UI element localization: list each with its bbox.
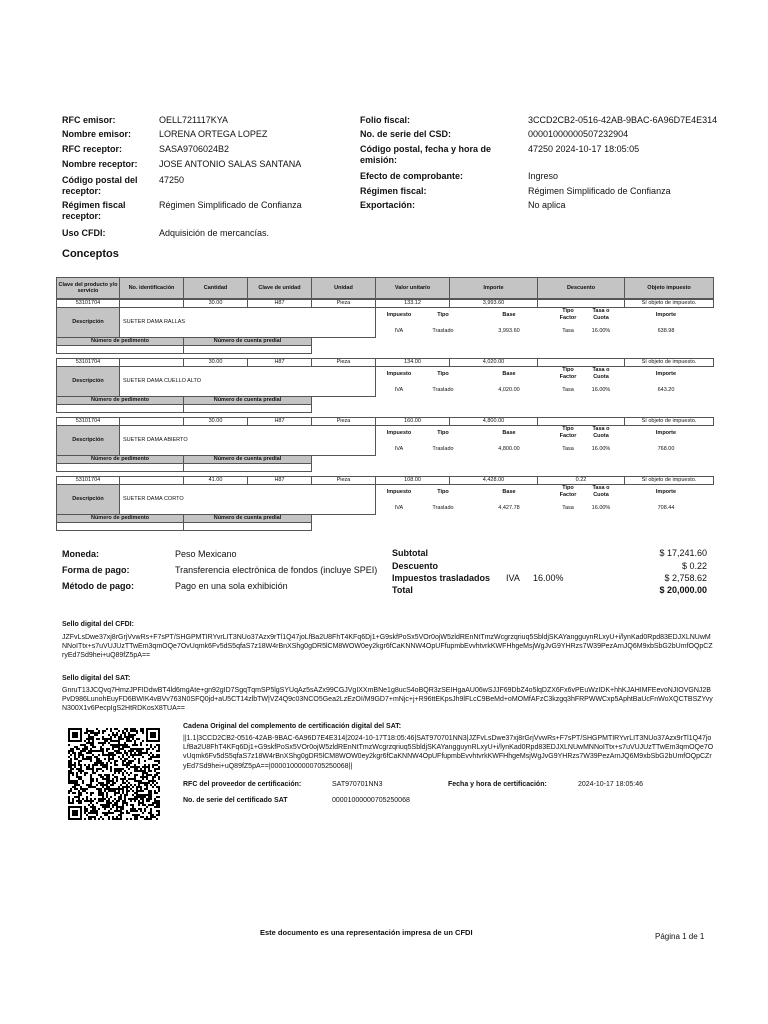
tax-tasa-header: Tasa o Cuota bbox=[592, 485, 610, 498]
forma-pago-value: Transferencia electrónica de fondos (incluye SPEI) bbox=[175, 565, 378, 575]
fecha-cert-label: Fecha y hora de certificación: bbox=[448, 781, 547, 788]
pedimento-label: Número de pedimento bbox=[56, 337, 184, 346]
tax-tipo-header: Tipo bbox=[437, 489, 449, 495]
rfc-receptor-value: SASA9706024B2 bbox=[159, 144, 230, 154]
sello-cfdi-label: Sello digital del CFDI: bbox=[62, 621, 134, 628]
item-clave: 53101704 bbox=[56, 358, 120, 367]
folio-fiscal-label: Folio fiscal: bbox=[360, 115, 411, 125]
tax-importe-header: Importe bbox=[655, 430, 677, 436]
sello-sat-value: GnruT13JCQvq7HmzJPFIDdwBT4ld6mgAte+gn92gID7SgqTqmSP5lgSYUqAz5sAZx99CGJVgIXXmBNe1g8ucS4oBQR3zSEIHgaAU06wSJJF69DbZ4o5lqDZX6Fx6vPEuWzIDK+hhKJAHIMFEevoNJIOVGNJ2BPvD986LunohEuyFD6BWIK4vBVv763N0SFQ0jd+aU5CT14zlbTW|VZ4Q9c03NCO5Gea2LzEzOI/M9GD7+mNjc+j+R96ttEKpsJh9lFLcC9BeMd+oMOMfAFzC3kzgq3hFRPWWCxp5AphtBaUcFnWoXQCTBSZYvyN300X1v6PecpIgS2HtRDKosX8TUA== bbox=[62, 687, 713, 713]
cuenta-predial-label: Número de cuenta predial bbox=[183, 337, 312, 346]
tax-base-header: Base bbox=[502, 489, 516, 495]
tax-factor-header: Tipo Factor bbox=[559, 426, 577, 439]
item-descuento bbox=[537, 299, 625, 308]
tax-tasa-header: Tasa o Cuota bbox=[592, 308, 610, 321]
tax-importe: 638.98 bbox=[657, 328, 675, 334]
col-valor-unitario-header: Valor unitario bbox=[375, 277, 450, 299]
tax-factor-header: Tipo Factor bbox=[559, 485, 577, 498]
item-descripcion: SUETER DAMA CUELLO ALTO bbox=[119, 366, 376, 397]
serie-cert-value: 00001000000705250068 bbox=[332, 797, 410, 804]
rfc-emisor-label: RFC emisor: bbox=[62, 115, 116, 125]
pedimento-value bbox=[56, 345, 184, 354]
nombre-receptor-label: Nombre receptor: bbox=[62, 159, 138, 169]
col-cantidad-header: Cantidad bbox=[183, 277, 248, 299]
col-importe-header: Importe bbox=[449, 277, 538, 299]
tax-factor-header: Tipo Factor bbox=[559, 308, 577, 321]
item-valor-unitario: 133.12 bbox=[375, 299, 450, 308]
col-clave-header: Clave del producto y/o servicio bbox=[56, 277, 120, 299]
exportacion-label: Exportación: bbox=[360, 200, 416, 210]
tax-tipo: Traslado bbox=[432, 505, 454, 511]
tax-impuesto-header: Impuesto bbox=[386, 312, 412, 318]
tax-tipo-header: Tipo bbox=[437, 312, 449, 318]
tax-importe: 708.44 bbox=[657, 505, 675, 511]
tax-tasa: 16.00% bbox=[591, 387, 611, 393]
tax-tipo: Traslado bbox=[432, 328, 454, 334]
item-importe: 4,800.00 bbox=[449, 417, 538, 426]
efecto-value: Ingreso bbox=[528, 171, 559, 181]
cuenta-predial-value bbox=[183, 463, 312, 472]
tax-base-header: Base bbox=[502, 312, 516, 318]
descuento-value: $ 0.22 bbox=[681, 561, 707, 571]
regimen-receptor-label: Régimen fiscal receptor: bbox=[62, 200, 126, 221]
total-value: $ 20,000.00 bbox=[659, 585, 707, 595]
tax-importe-header: Importe bbox=[655, 371, 677, 377]
serie-csd-value: 00001000000507232904 bbox=[528, 129, 629, 139]
tax-importe: 643.20 bbox=[657, 387, 675, 393]
item-descuento: 0.22 bbox=[537, 476, 625, 485]
footer-note: Este documento es una representación impresa de un CFDI bbox=[260, 928, 473, 937]
item-descripcion: SUETER DAMA RALLAS bbox=[119, 307, 376, 338]
nombre-emisor-value: LORENA ORTEGA LOPEZ bbox=[159, 129, 268, 139]
cp-fecha-label: Código postal, fecha y hora de emisión: bbox=[360, 144, 492, 165]
item-objeto: Sí objeto de impuesto. bbox=[624, 299, 714, 308]
col-objeto-header: Objeto impuesto bbox=[624, 277, 714, 299]
efecto-label: Efecto de comprobante: bbox=[360, 171, 464, 181]
item-cantidad: 30.00 bbox=[183, 358, 248, 367]
regimen-receptor-value: Régimen Simplificado de Confianza bbox=[159, 200, 302, 210]
iva-label: IVA bbox=[506, 573, 520, 583]
tax-base: 4,427.78 bbox=[498, 505, 520, 511]
serie-csd-label: No. de serie del CSD: bbox=[360, 129, 452, 139]
page-number: Página 1 de 1 bbox=[655, 932, 705, 941]
item-objeto: Sí objeto de impuesto. bbox=[624, 476, 714, 485]
descripcion-label: Descripción bbox=[56, 366, 120, 397]
col-identificacion-header: No. identificación bbox=[119, 277, 184, 299]
item-descuento bbox=[537, 417, 625, 426]
metodo-pago-value: Pago en una sola exhibición bbox=[175, 581, 288, 591]
impuestos-label: Impuestos trasladados bbox=[392, 573, 491, 583]
cp-receptor-label: Código postal del receptor: bbox=[62, 175, 138, 196]
cadena-label: Cadena Original del complemento de certificación digital del SAT: bbox=[183, 723, 402, 730]
item-unidad: Pieza bbox=[311, 417, 376, 426]
tax-base: 4,800.00 bbox=[498, 446, 520, 452]
item-cantidad: 30.00 bbox=[183, 299, 248, 308]
item-importe: 4,020.00 bbox=[449, 358, 538, 367]
metodo-pago-label: Método de pago: bbox=[62, 581, 134, 591]
descripcion-label: Descripción bbox=[56, 484, 120, 515]
tax-factor: Tasa bbox=[562, 328, 574, 334]
subtotal-label: Subtotal bbox=[392, 548, 428, 558]
tax-factor: Tasa bbox=[562, 387, 574, 393]
tax-tasa-header: Tasa o Cuota bbox=[592, 367, 610, 380]
descripcion-label: Descripción bbox=[56, 425, 120, 456]
tax-base-header: Base bbox=[502, 430, 516, 436]
item-clave-unidad: H87 bbox=[247, 299, 312, 308]
item-valor-unitario: 134.00 bbox=[375, 358, 450, 367]
nombre-emisor-label: Nombre emisor: bbox=[62, 129, 132, 139]
sello-sat-label: Sello digital del SAT: bbox=[62, 675, 131, 682]
uso-cfdi-value: Adquisición de mercancías. bbox=[159, 228, 270, 238]
tax-importe-header: Importe bbox=[655, 489, 677, 495]
item-valor-unitario: 108.00 bbox=[375, 476, 450, 485]
moneda-value: Peso Mexicano bbox=[175, 549, 237, 559]
regimen-fiscal-value: Régimen Simplificado de Confianza bbox=[528, 186, 671, 196]
tax-tipo: Traslado bbox=[432, 446, 454, 452]
item-clave-unidad: H87 bbox=[247, 417, 312, 426]
item-unidad: Pieza bbox=[311, 299, 376, 308]
tax-factor: Tasa bbox=[562, 505, 574, 511]
tax-tasa: 16.00% bbox=[591, 328, 611, 334]
pedimento-value bbox=[56, 404, 184, 413]
cuenta-predial-label: Número de cuenta predial bbox=[183, 514, 312, 523]
tax-impuesto-header: Impuesto bbox=[386, 489, 412, 495]
cp-receptor-value: 47250 bbox=[159, 175, 185, 185]
item-objeto: Sí objeto de impuesto. bbox=[624, 358, 714, 367]
regimen-fiscal-label: Régimen fiscal: bbox=[360, 186, 427, 196]
tax-importe-header: Importe bbox=[655, 312, 677, 318]
item-cantidad: 41.00 bbox=[183, 476, 248, 485]
tax-impuesto: IVA bbox=[394, 387, 404, 393]
tax-importe: 768.00 bbox=[657, 446, 675, 452]
item-cantidad: 30.00 bbox=[183, 417, 248, 426]
sello-cfdi-value: JZFvLsDwe37xj8rGrjVvwRs+F7sPT/SHGPMTIRYvrLIT3NUo37Azx9rTl1Q47joLfBa2U8FhT4KFq6Dj1+G9skfPoSx5VOr0ojW5zldREnNtTmzWcgrzqriuq5SbldjSKAYangguynRLxyU+i/lynKad0Rpd83EDJXLNUwMNNoITtx+s7uVUJUzTTwEm3qmOQe7OvUqmk6Fv5dS5qfaS7z18W4rBnXShg0gDR5lCM8WOW0ey2kgr6fCaKNNW4OpUFfupmbEvvhtvrkKWFHhgeMsjWgJvG9YHRzs7W39PezArnJQ6M9xbSbG2bUmfOQpCZryEd7Sd9hei+uQ89fZ5pA== bbox=[62, 634, 713, 660]
tax-tasa: 16.00% bbox=[591, 505, 611, 511]
tax-factor-header: Tipo Factor bbox=[559, 367, 577, 380]
item-clave-unidad: H87 bbox=[247, 358, 312, 367]
item-clave: 53101704 bbox=[56, 299, 120, 308]
pedimento-label: Número de pedimento bbox=[56, 455, 184, 464]
tax-tipo-header: Tipo bbox=[437, 371, 449, 377]
pedimento-label: Número de pedimento bbox=[56, 396, 184, 405]
cuenta-predial-label: Número de cuenta predial bbox=[183, 455, 312, 464]
tax-factor: Tasa bbox=[562, 446, 574, 452]
tax-tipo: Traslado bbox=[432, 387, 454, 393]
col-unidad-header: Unidad bbox=[311, 277, 376, 299]
tax-impuesto: IVA bbox=[394, 505, 404, 511]
tax-impuesto: IVA bbox=[394, 328, 404, 334]
item-descripcion: SUETER DAMA CORTO bbox=[119, 484, 376, 515]
descuento-label: Descuento bbox=[392, 561, 439, 571]
tax-tasa-header: Tasa o Cuota bbox=[592, 426, 610, 439]
subtotal-value: $ 17,241.60 bbox=[659, 548, 707, 558]
tax-impuesto: IVA bbox=[394, 446, 404, 452]
item-unidad: Pieza bbox=[311, 476, 376, 485]
rfc-receptor-label: RFC receptor: bbox=[62, 144, 123, 154]
exportacion-value: No aplica bbox=[528, 200, 566, 210]
moneda-label: Moneda: bbox=[62, 549, 99, 559]
tax-tasa: 16.00% bbox=[591, 446, 611, 452]
item-descuento bbox=[537, 358, 625, 367]
forma-pago-label: Forma de pago: bbox=[62, 565, 130, 575]
rfc-proveedor-label: RFC del proveedor de certificación: bbox=[183, 781, 302, 788]
nombre-receptor-value: JOSE ANTONIO SALAS SANTANA bbox=[159, 159, 302, 169]
item-objeto: Sí objeto de impuesto. bbox=[624, 417, 714, 426]
serie-cert-label: No. de serie del certificado SAT bbox=[183, 797, 288, 804]
pedimento-label: Número de pedimento bbox=[56, 514, 184, 523]
folio-fiscal-value: 3CCD2CB2-0516-42AB-9BAC-6A96D7E4E314 bbox=[528, 115, 718, 125]
item-clave: 53101704 bbox=[56, 476, 120, 485]
item-importe: 3,993.60 bbox=[449, 299, 538, 308]
qr-code bbox=[68, 728, 160, 820]
item-valor-unitario: 160.00 bbox=[375, 417, 450, 426]
item-unidad: Pieza bbox=[311, 358, 376, 367]
pedimento-value bbox=[56, 463, 184, 472]
item-clave-unidad: H87 bbox=[247, 476, 312, 485]
col-clave-unidad-header: Clave de unidad bbox=[247, 277, 312, 299]
cuenta-predial-value bbox=[183, 522, 312, 531]
conceptos-title: Conceptos bbox=[62, 248, 119, 260]
tax-impuesto-header: Impuesto bbox=[386, 430, 412, 436]
tax-base: 4,020.00 bbox=[498, 387, 520, 393]
item-clave: 53101704 bbox=[56, 417, 120, 426]
total-label: Total bbox=[392, 585, 413, 595]
descripcion-label: Descripción bbox=[56, 307, 120, 338]
tax-base: 3,993.60 bbox=[498, 328, 520, 334]
cadena-value: ||1.1|3CCD2CB2-0516-42AB-9BAC-6A96D7E4E314|2024-10-17T18:05:46|SAT970701NN3|JZFvLsDwe37xj8rGrjVvwRs+F7sPT/SHGPMTIRYvrLIT3NUo37Azx9rTl1Q47joLfBa2U8FhT4KFq6Dj1+G9skfPoSx5VOr0ojW5zldREnNtTmzWcgrzqriuq5SbldjSKAYangguynRLxyU+i/lynKad0Rpd83EDJXLNUwMNNoITtx+s7uVUJUzTTwEm3qmOQe7OvUqmk6Fv5dS5qfaS7z18W4rBnXShg0gDR5lCM8WOW0ey2kgr6fCaKNNW4OpUFfupmbEvvhtvrkKWFHhgeMsjWgJvG9YHRzs7W39PezArnJQ6M9xbSbG2bUmfOQpCZryEd7Sd9hei+uQ89fZ5pA==|00001000000705250068|| bbox=[183, 735, 714, 770]
impuestos-value: $ 2,758.62 bbox=[664, 573, 707, 583]
tax-tipo-header: Tipo bbox=[437, 430, 449, 436]
item-descripcion: SUETER DAMA ABIERTO bbox=[119, 425, 376, 456]
tax-base-header: Base bbox=[502, 371, 516, 377]
col-descuento-header: Descuento bbox=[537, 277, 625, 299]
pedimento-value bbox=[56, 522, 184, 531]
cuenta-predial-label: Número de cuenta predial bbox=[183, 396, 312, 405]
rfc-emisor-value: OELL721117KYA bbox=[159, 115, 229, 125]
cuenta-predial-value bbox=[183, 404, 312, 413]
cuenta-predial-value bbox=[183, 345, 312, 354]
fecha-cert-value: 2024-10-17 18:05:46 bbox=[578, 781, 643, 788]
rfc-proveedor-value: SAT970701NN3 bbox=[332, 781, 383, 788]
uso-cfdi-label: Uso CFDI: bbox=[62, 228, 106, 238]
tax-impuesto-header: Impuesto bbox=[386, 371, 412, 377]
item-importe: 4,428.00 bbox=[449, 476, 538, 485]
iva-rate: 16.00% bbox=[533, 573, 564, 583]
cp-fecha-value: 47250 2024-10-17 18:05:05 bbox=[528, 144, 640, 154]
